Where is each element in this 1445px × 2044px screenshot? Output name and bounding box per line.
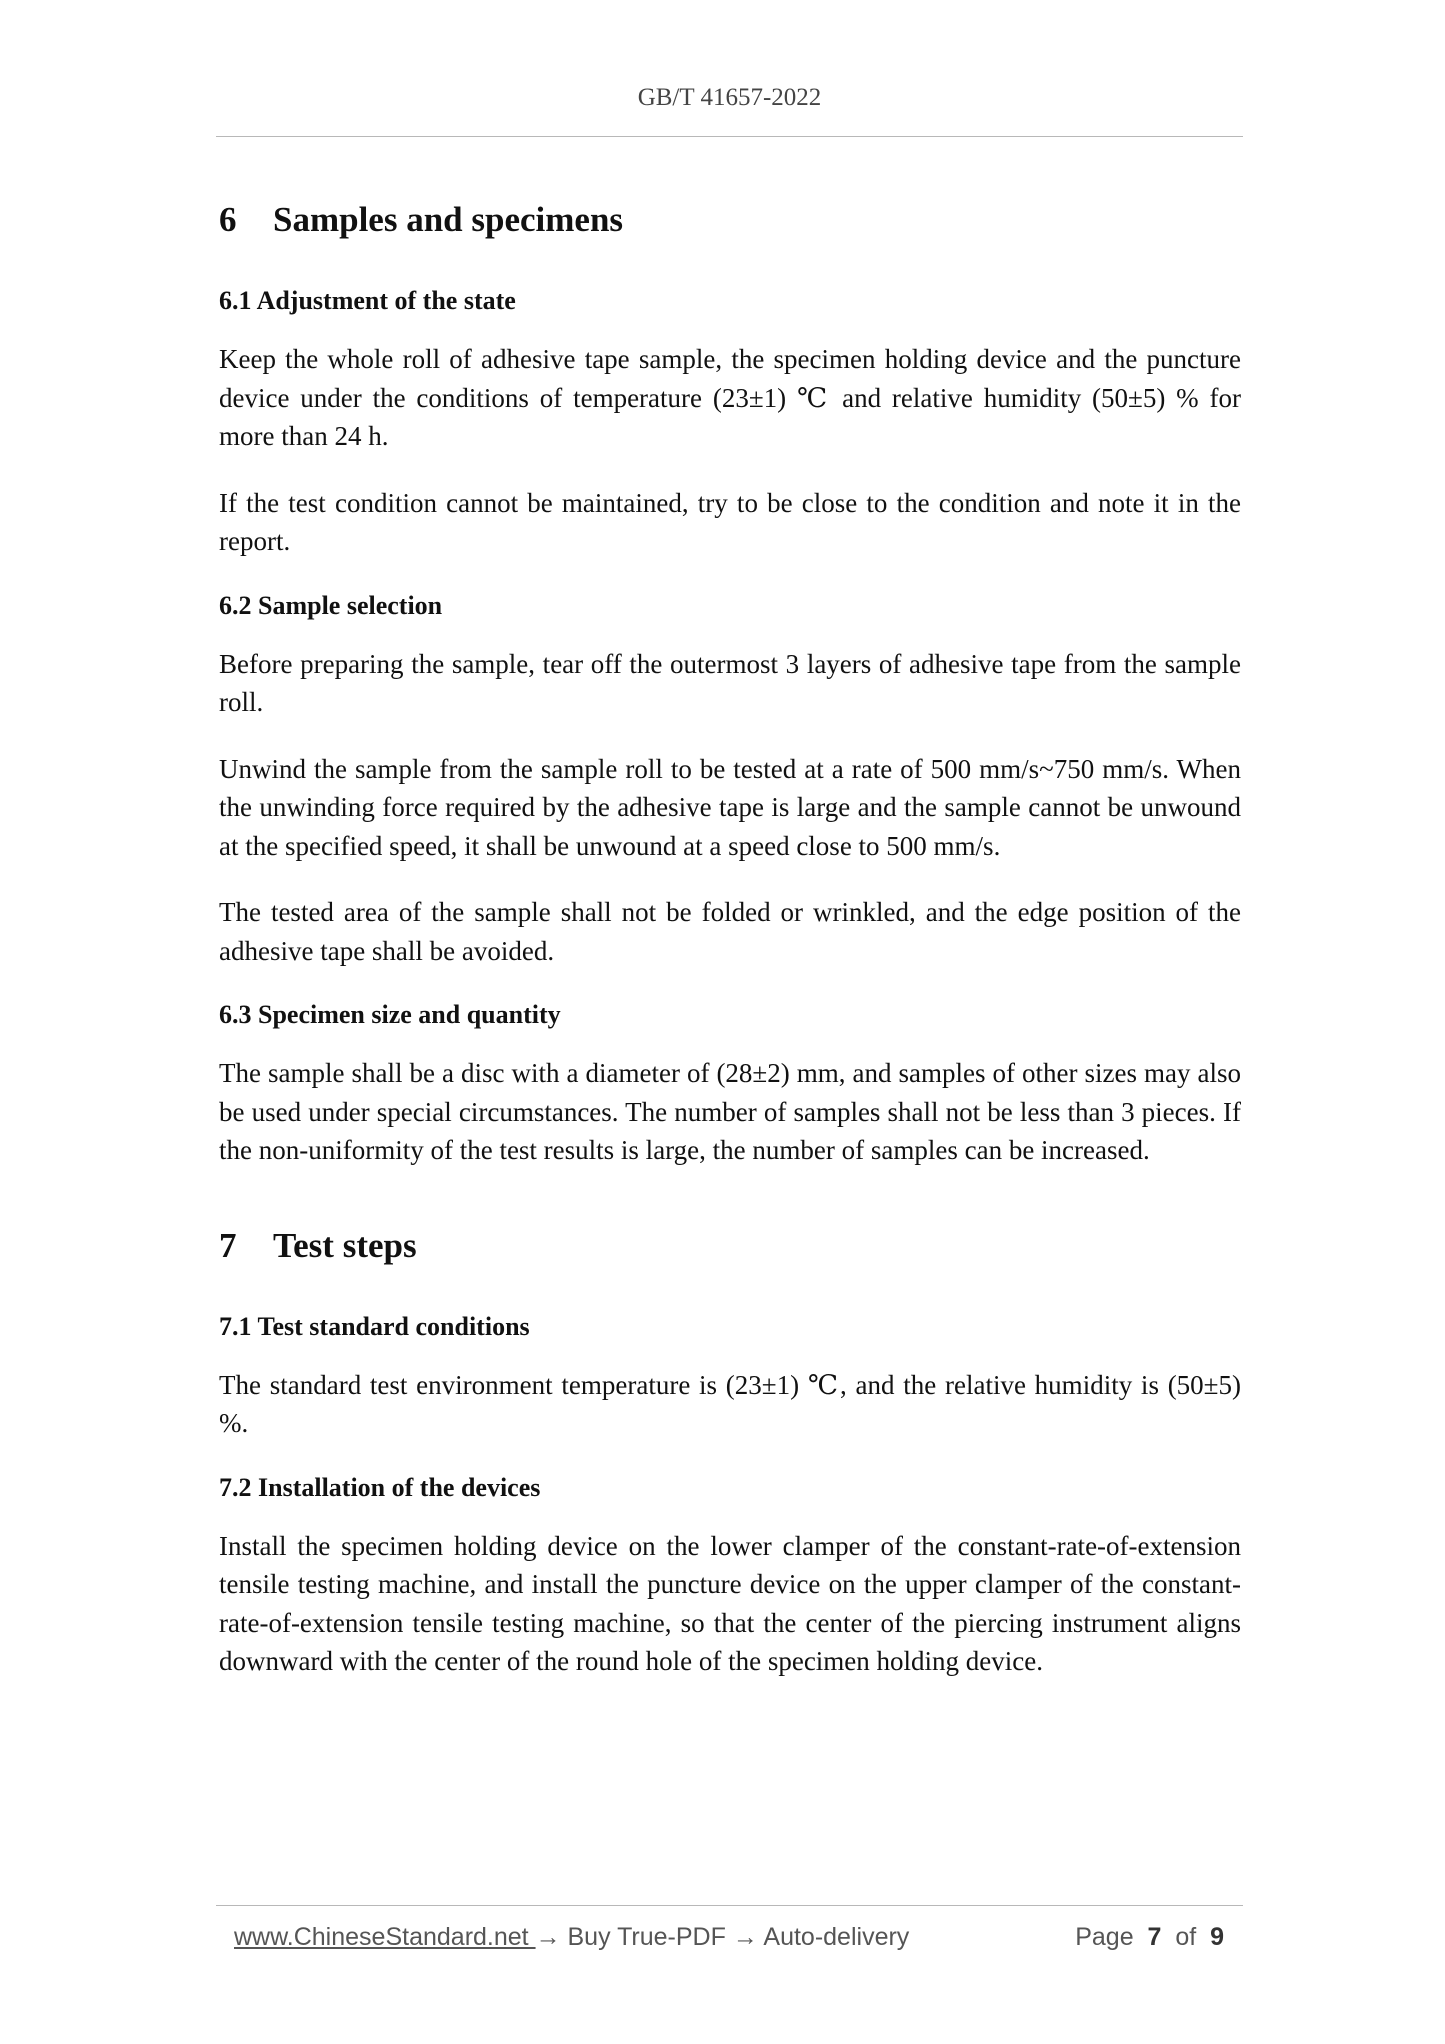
paragraph: Keep the whole roll of adhesive tape sample, the specimen holding device and the puncture device under the conditions of temperature (23±1) ℃ and relative humidity (50±5) % for more than 24 h.: [219, 344, 1241, 451]
paragraph: If the test condition cannot be maintained, try to be close to the condition and note it in the report.: [219, 487, 1241, 556]
section-7-heading: [219, 1222, 1241, 1270]
page-content: [219, 196, 1241, 1709]
section-7-number: 7: [219, 1225, 237, 1265]
page-label: Page: [1075, 1923, 1134, 1951]
paragraph: The standard test environment temperature is (23±1) ℃, and the relative humidity is (50±5) %.: [219, 1369, 1241, 1438]
section-6-number: 6: [219, 200, 237, 239]
section-6-heading: [219, 196, 1241, 244]
page-of: of: [1175, 1923, 1197, 1951]
footer-divider: [216, 1905, 1243, 1906]
section-7-2-heading: 7.2 Installation of the devices: [219, 1472, 541, 1502]
footer-promo-text: → Buy True-PDF → Auto-delivery: [535, 1923, 910, 1951]
page-number: [1075, 1923, 1224, 1952]
page-footer: [234, 1923, 1224, 1959]
section-7-title: Test steps: [273, 1225, 417, 1265]
paragraph: Before preparing the sample, tear off the outermost 3 layers of adhesive tape from the sample roll.: [219, 648, 1241, 717]
website-link[interactable]: www.ChineseStandard.net: [234, 1923, 536, 1951]
header-divider: [216, 136, 1243, 137]
running-header: GB/T 41657-2022: [637, 84, 822, 111]
page-total: 9: [1210, 1923, 1224, 1951]
section-7-1-heading: 7.1 Test standard conditions: [219, 1311, 530, 1341]
page-current: 7: [1147, 1923, 1162, 1951]
paragraph: Install the specimen holding device on the lower clamper of the constant-rate-of-extension tensile testing machine, and install the puncture device on the upper clamper of the constant-rate-of-extension tensile testing machine, so that the center of the piercing instrument aligns downward with the center of the round hole of the specimen holding device.: [219, 1530, 1241, 1676]
section-6-1-heading: 6.1 Adjustment of the state: [219, 286, 516, 315]
section-6-title: Samples and specimens: [273, 200, 624, 239]
paragraph: The sample shall be a disc with a diameter of (28±2) mm, and samples of other sizes may also be used under special circumstances. The number of samples shall not be less than 3 pieces. If the non-uniformity of the test results is large, the number of samples can be increased.: [219, 1058, 1241, 1165]
footer-promo: [234, 1923, 909, 1952]
section-6-2-heading: 6.2 Sample selection: [219, 590, 443, 620]
paragraph: Unwind the sample from the sample roll to be tested at a rate of 500 mm/s~750 mm/s. When the unwinding force required by the adhesive tape is large and the sample cannot be unwound at the specified speed, it shall be unwound at a speed close to 500 mm/s.: [219, 753, 1241, 861]
paragraph: The tested area of the sample shall not be folded or wrinkled, and the edge position of the adhesive tape shall be avoided.: [219, 897, 1241, 966]
section-6-3-heading: 6.3 Specimen size and quantity: [219, 1000, 561, 1029]
